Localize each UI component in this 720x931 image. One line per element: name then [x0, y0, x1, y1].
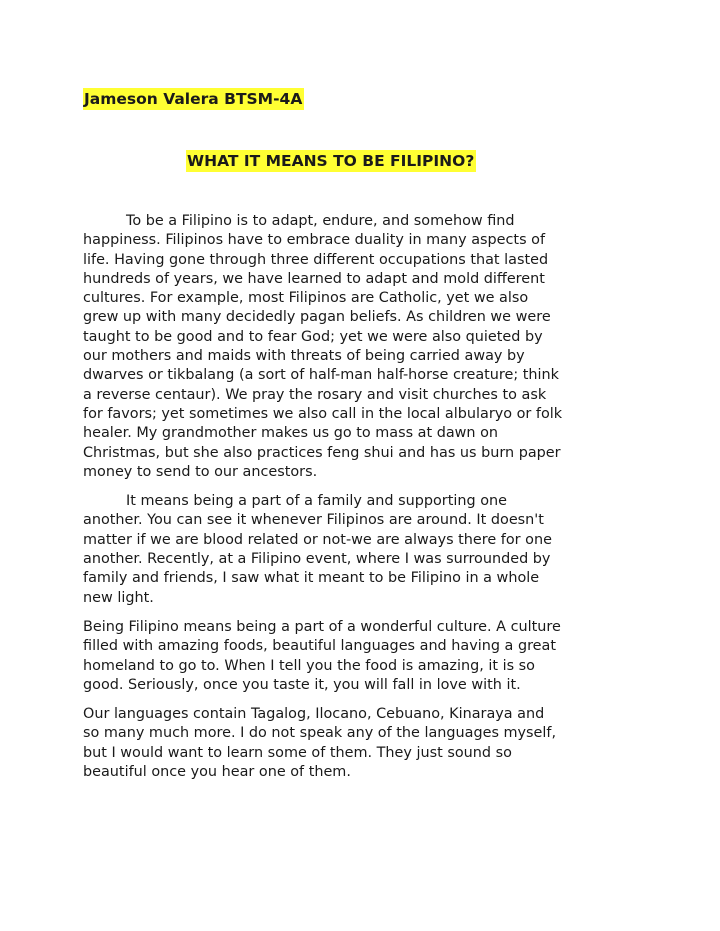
- body-text: [83, 212, 603, 792]
- paragraph-1: To be a Filipino is to adapt, endure, and somehow find happiness. Filipinos have to embrace duality in many aspects of life. Having gone through three different occupations that lasted hundreds of years, we have learned to adapt and mold different cultures. For example, most Filipinos are Catholic, yet we also grew up with many decidedly pagan beliefs. As children we were taught to be good and to fear God; yet we were also quieted by our mothers and maids with threats of being carried away by dwarves or tikbalang (a sort of half-man half-horse creature; think a reverse centaur). We pray the rosary and visit churches to ask for favors; yet sometimes we also call in the local albularyo or folk healer. My grandmother makes us go to mass at dawn on Christmas, but she also practices feng shui and has us burn paper money to send to our ancestors.: [83, 213, 563, 480]
- document-title: WHAT IT MEANS TO BE FILIPINO?: [187, 152, 475, 170]
- paragraph-4: Our languages contain Tagalog, Ilocano, Cebuano, Kinaraya and so many much more. I do not speak any of the languages myself, but I would want to learn some of them. They just sound so beautiful once you hear one of them.: [83, 706, 557, 781]
- paragraph-3: Being Filipino means being a part of a wonderful culture. A culture filled with amazing foods, beautiful languages and having a great homeland to go to. When I tell you the food is amazing, it is so good. Seriously, once you taste it, you will fall in love with it.: [83, 618, 561, 693]
- author-line: Jameson Valera BTSM-4A: [84, 90, 303, 108]
- paragraph-2: It means being a part of a family and supporting one another. You can see it whenever Filipinos are around. It doesn't matter if we are blood related or not-we are always there for one another. Recently, at a Filipino event, where I was surrounded by family and friends, I saw what it meant to be Filipino in a whole new light.: [83, 493, 552, 606]
